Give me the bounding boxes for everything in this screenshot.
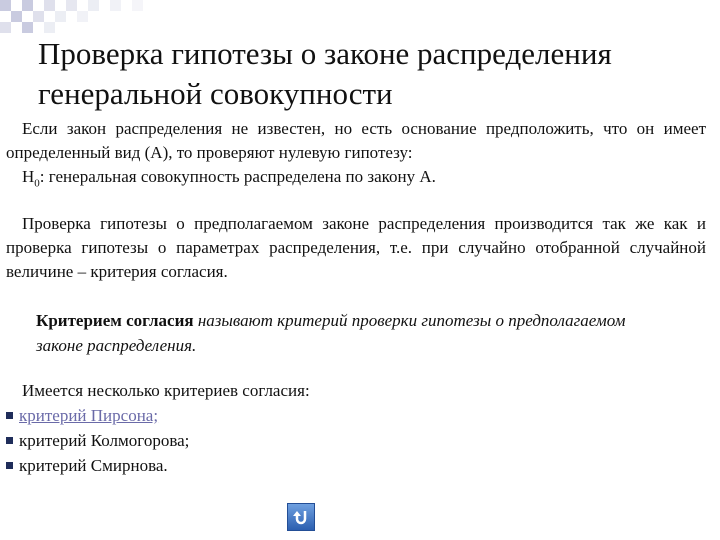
criteria-intro: Имеется несколько критериев согласия:	[22, 381, 310, 400]
corner-decoration	[0, 0, 200, 34]
list-item	[6, 428, 189, 453]
slide-title: Проверка гипотезы о законе распределения генеральной совокупности	[38, 36, 612, 111]
return-button[interactable]	[287, 503, 315, 531]
square-bullet-icon	[6, 412, 13, 419]
pearson-link[interactable]: критерий Пирсона;	[19, 406, 159, 425]
paragraph-null-hypothesis	[6, 117, 706, 195]
list-item	[6, 453, 189, 478]
definition	[36, 308, 676, 358]
square-bullet-icon	[6, 462, 13, 469]
paragraph1-text: Если закон распределения не известен, но есть основание предположить, что он имеет определенный вид (А), то проверяют нулевую гипотезу:	[6, 119, 706, 162]
square-bullet-icon	[6, 437, 13, 444]
return-arrow-icon	[291, 507, 311, 527]
hypothesis-symbol: H	[22, 167, 35, 186]
criterion-label: критерий Смирнова.	[19, 456, 168, 475]
list-item[interactable]	[6, 403, 189, 428]
criteria-list	[6, 403, 189, 478]
paragraph2-text: Проверка гипотезы о предполагаемом законе распределения производится так же как и проверка гипотезы о параметрах распределения, т.е. при случайно отобранной случайной величине – критерия согласия.	[6, 214, 706, 281]
criterion-label: критерий Колмогорова;	[19, 431, 190, 450]
paragraph-method	[6, 212, 706, 284]
definition-term: Критерием согласия	[36, 311, 194, 330]
definition-text: называют критерий проверки гипотезы о предполагаемом законе распределения.	[36, 311, 626, 355]
hypothesis-text: : генеральная совокупность распределена по закону А.	[39, 167, 436, 186]
hypothesis-index: 0	[34, 177, 40, 190]
